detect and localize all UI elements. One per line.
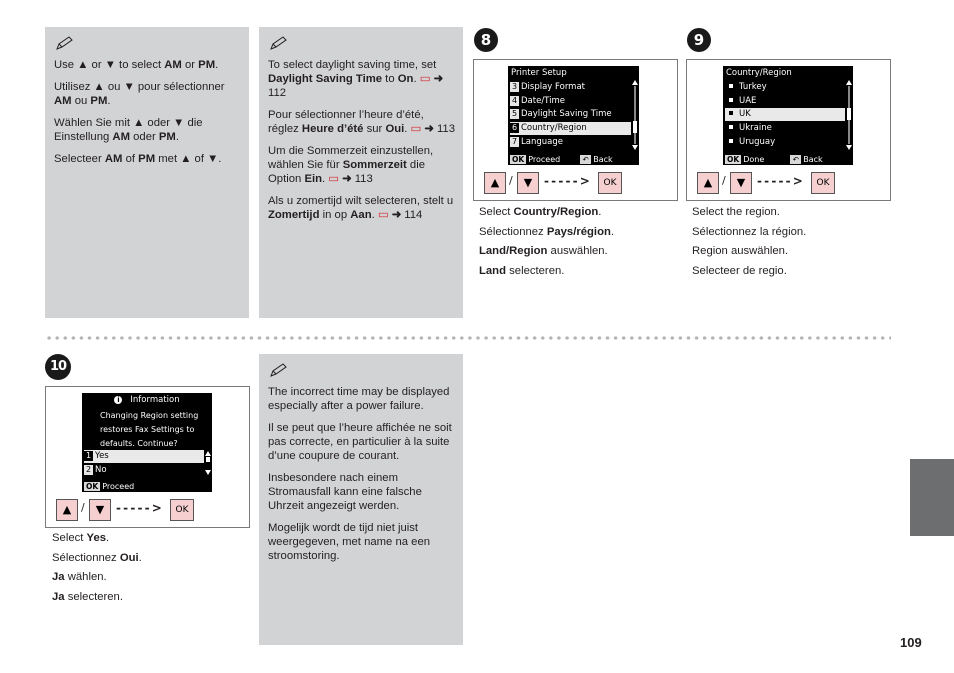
arrow-right-icon: ➜: [391, 209, 402, 221]
up-key-icon: ▲: [56, 499, 78, 521]
chapter-tab: [910, 459, 954, 536]
step-line: Selecteer de regio.: [692, 264, 787, 277]
back-icon: ↶: [790, 155, 801, 164]
note-text: [54, 58, 241, 174]
down-key-icon: ▼: [517, 172, 539, 194]
note-line: Als u zomertijd wilt selecteren, stelt u Zomertijd in op Aan. ▭ ➜ 114: [268, 195, 454, 221]
reference-book-icon: ▭: [377, 209, 389, 221]
key-sequence: ▲ / ▼ - - - - - > OK: [484, 172, 664, 194]
info-icon: i: [114, 396, 122, 404]
step-10-illustration: [45, 386, 250, 528]
ok-key-icon: OK: [811, 172, 835, 194]
lcd-list-item: UAE: [725, 95, 845, 108]
arrow-icon: - - - - - >: [544, 174, 589, 188]
note-line: Selecteer AM of PM met ▲ of ▼.: [54, 153, 222, 165]
lcd-menu-item-selected: 6 Country/Region: [510, 122, 631, 135]
printer-lcd-screen: [508, 66, 639, 165]
lcd-message: Changing Region setting restores Fax Settings to defaults. Continue?: [100, 411, 199, 448]
step-line: Sélectionnez Pays/région.: [479, 225, 615, 238]
lcd-option-yes: 1 Yes: [84, 450, 204, 463]
step-line: Sélectionnez la région.: [692, 225, 807, 238]
lcd-menu-item: 7 Language: [511, 136, 563, 147]
lcd-scrollbar: [846, 80, 852, 150]
reference-book-icon: ▭: [410, 123, 422, 135]
step-line: Select the region.: [692, 206, 780, 218]
note-line: Um die Sommerzeit einzustellen, wählen Sie für Sommerzeit die Option Ein. ▭ ➜ 113: [268, 145, 434, 185]
lcd-list-item: Ukraine: [725, 122, 845, 135]
lcd-option-no: 2 No: [85, 464, 107, 475]
arrow-icon: - - - - - >: [116, 501, 161, 515]
step-line: Region auswählen.: [692, 245, 789, 257]
lcd-menu-item: 3 Display Format: [511, 81, 585, 92]
note-line: To select daylight saving time, set Daylight Saving Time to On. ▭ ➜ 112: [268, 59, 444, 99]
key-sequence: ▲ / ▼ - - - - - > OK: [56, 499, 236, 521]
note-panel-power-failure: [259, 354, 463, 645]
step-line: Sélectionnez Oui.: [52, 551, 142, 564]
arrow-right-icon: ➜: [424, 123, 434, 135]
up-key-icon: ▲: [484, 172, 506, 194]
note-line: Use ▲ or ▼ to select AM or PM.: [54, 59, 219, 71]
step-line: Select Country/Region.: [479, 206, 602, 218]
note-line: Insbesondere nach einem Stromausfall kann eine falsche Uhrzeit angezeigt werden.: [268, 472, 422, 512]
step-9-text: [692, 203, 882, 281]
note-pencil-icon: [55, 35, 75, 51]
step-10-text: [52, 529, 242, 607]
reference-book-icon: ▭: [419, 73, 431, 85]
up-key-icon: ▲: [697, 172, 719, 194]
step-number-9: 9: [687, 28, 711, 52]
step-8-text: [479, 203, 669, 281]
lcd-list-item: Uruguay: [725, 136, 845, 149]
lcd-footer: OK Proceed: [86, 482, 135, 491]
note-line: Utilisez ▲ ou ▼ pour sélectionner AM ou PM.: [54, 81, 225, 107]
lcd-list-item-selected: UK: [725, 108, 845, 121]
note-pencil-icon: [269, 35, 289, 51]
note-text: [268, 385, 455, 571]
step-8-illustration: [473, 59, 678, 201]
lcd-scroll-arrows: [205, 451, 211, 476]
reference-book-icon: ▭: [328, 173, 339, 185]
step-line: Land/Region auswählen.: [479, 245, 608, 257]
down-key-icon: ▼: [89, 499, 111, 521]
step-line: Select Yes.: [52, 532, 110, 544]
lcd-footer: OK Proceed ↶ Back: [512, 155, 613, 164]
down-key-icon: ▼: [730, 172, 752, 194]
note-panel-daylight: [259, 27, 463, 318]
lcd-title: i Information: [82, 395, 212, 405]
lcd-list-item: Turkey: [725, 81, 845, 94]
lcd-title: Printer Setup: [511, 68, 567, 78]
lcd-menu-item: 5 Daylight Saving Time: [511, 108, 612, 119]
lcd-menu-item: 4 Date/Time: [511, 95, 565, 106]
ok-key-icon: OK: [598, 172, 622, 194]
note-panel-am-pm: [45, 27, 249, 318]
step-number-8: 8: [474, 28, 498, 52]
back-icon: ↶: [580, 155, 591, 164]
printer-lcd-screen: [82, 393, 212, 492]
note-line: The incorrect time may be displayed especially after a power failure.: [268, 386, 450, 412]
page-number: 109: [900, 635, 922, 650]
ok-key-icon: OK: [170, 499, 194, 521]
step-line: Land selecteren.: [479, 264, 565, 277]
note-line: Mogelijk wordt de tijd niet juist weergegeven, met name na een stroomstoring.: [268, 522, 431, 562]
note-pencil-icon: [269, 362, 289, 378]
step-line: Ja selecteren.: [52, 590, 123, 603]
arrow-right-icon: ➜: [433, 73, 444, 85]
lcd-footer: OK Done ↶ Back: [727, 155, 823, 164]
lcd-scrollbar: [632, 80, 638, 150]
arrow-right-icon: ➜: [342, 173, 352, 185]
arrow-icon: - - - - - >: [757, 174, 802, 188]
lcd-title: Country/Region: [726, 68, 792, 78]
note-line: Pour sélectionner l’heure d’été, réglez Heure d’été sur Oui. ▭ ➜ 113: [268, 109, 455, 135]
printer-lcd-screen: [723, 66, 853, 165]
step-line: Ja wählen.: [52, 571, 107, 583]
note-text: [268, 58, 455, 230]
note-line: Wählen Sie mit ▲ oder ▼ die Einstellung AM oder PM.: [54, 117, 203, 143]
step-9-illustration: [686, 59, 891, 201]
step-number-10: 10: [45, 354, 71, 380]
key-sequence: ▲ / ▼ - - - - - > OK: [697, 172, 877, 194]
note-line: Il se peut que l’heure affichée ne soit pas correcte, en particulier à la suite d’une coupure de courant.: [268, 422, 452, 462]
dotted-separator: [45, 336, 891, 340]
